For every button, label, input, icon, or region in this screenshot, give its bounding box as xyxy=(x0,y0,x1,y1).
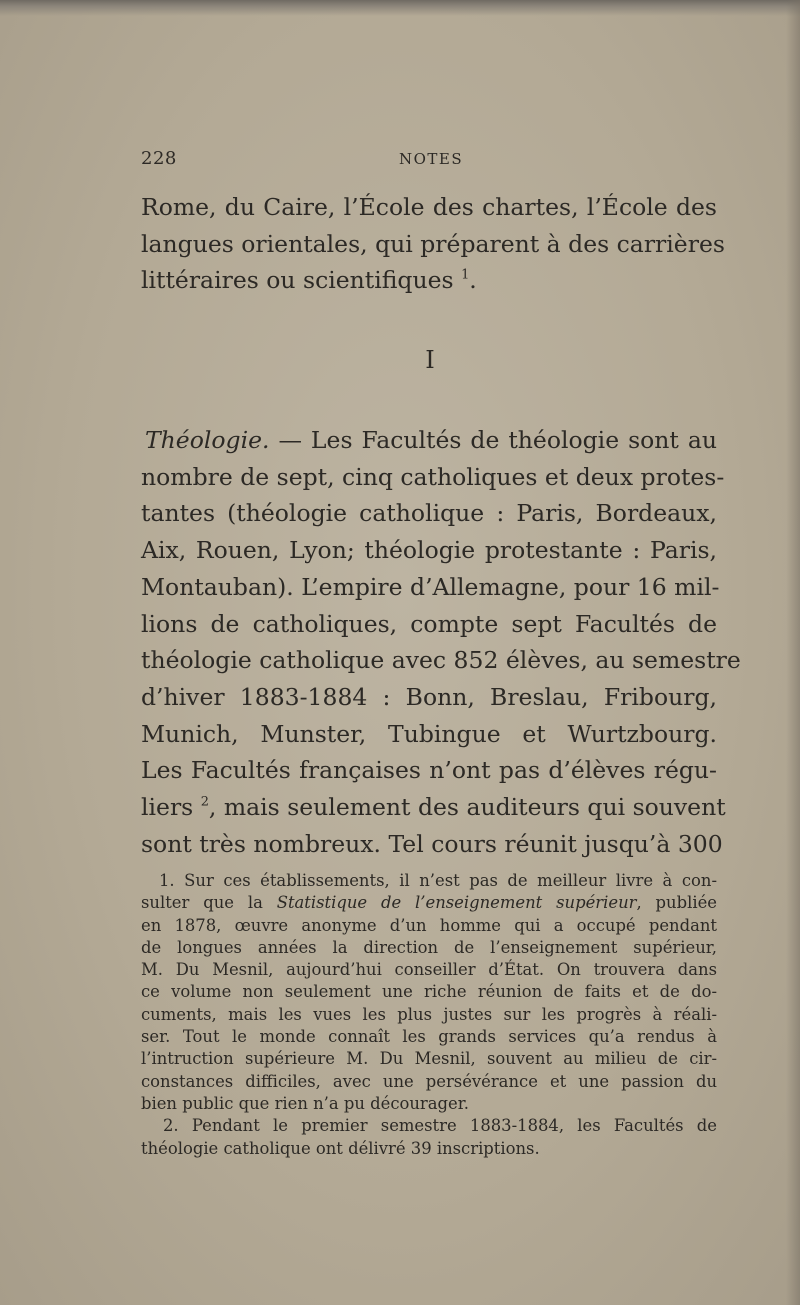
footnote-1-line: cuments, mais les vues les plus justes sur les progrès à réali- xyxy=(141,1004,717,1024)
intro-paragraph xyxy=(141,189,725,299)
text-line: Aix, Rouen, Lyon; théologie protestante : Paris, xyxy=(141,536,717,565)
footnote-1-line: ce volume non seulement une riche réunion de faits et de do- xyxy=(141,982,717,1002)
page-right-edge xyxy=(786,0,800,1305)
theology-paragraph xyxy=(141,422,741,862)
text-fragment: , mais seulement des auditeurs qui souvent xyxy=(208,793,726,822)
footnote-1-line xyxy=(141,870,717,892)
footnote-1-line: bien public que rien n’a pu décourager. xyxy=(141,1093,469,1113)
text-line: Rome, du Caire, l’École des chartes, l’École des xyxy=(141,193,717,221)
page-header xyxy=(141,148,715,174)
text-fragment: littéraires ou scientifiques xyxy=(141,266,454,295)
text-line xyxy=(141,789,726,826)
text-fragment: 1. Sur ces établissements, il n’est pas de meilleur livre à con- xyxy=(159,871,717,890)
text-fragment: sulter que la xyxy=(141,893,277,913)
section-numeral: I xyxy=(425,346,435,374)
text-line: langues orientales, qui préparent à des carrières xyxy=(141,229,725,258)
book-title: Statistique de l’enseignement supérieur xyxy=(276,893,637,913)
page-number: 228 xyxy=(141,148,177,169)
text-fragment: , publiée xyxy=(636,893,717,913)
text-line: Munich, Munster, Tubingue et Wurtzbourg. xyxy=(141,719,717,748)
text-line: sont très nombreux. Tel cours réunit jusqu’à 300 xyxy=(141,829,723,858)
text-line: lions de catholiques, compte sept Facultés de xyxy=(141,609,717,638)
footnote-2-line: 2. Pendant le premier semestre 1883-1884, les Facultés de xyxy=(163,1116,717,1136)
text-line: théologie catholique avec 852 élèves, au semestre xyxy=(141,646,741,675)
footnote-1-line: en 1878, œuvre anonyme d’un homme qui a occupé pendant xyxy=(141,915,717,935)
text-line: d’hiver 1883-1884 : Bonn, Breslau, Fribourg, xyxy=(141,682,717,711)
footnote-1-line: l’intruction supérieure M. Du Mesnil, souvent au milieu de cir- xyxy=(141,1049,717,1069)
text-line: Montauban). L’empire d’Allemagne, pour 16 mil- xyxy=(141,572,720,601)
footnote-1-line xyxy=(141,892,717,914)
text-line: nombre de sept, cinq catholiques et deux protes- xyxy=(141,462,725,491)
footnote-2-line: théologie catholique ont délivré 39 inscriptions. xyxy=(141,1138,540,1158)
footnotes xyxy=(141,870,717,1160)
section-heading: Théologie. xyxy=(145,426,270,454)
text-line: Les Facultés françaises n’ont pas d’élèves régu- xyxy=(141,756,717,785)
footnote-1-line: M. Du Mesnil, aujourd’hui conseiller d’État. On trouvera dans xyxy=(141,960,717,980)
footnote-ref: 1 xyxy=(461,267,470,283)
footnote-ref: 2 xyxy=(200,794,209,810)
text-line: tantes (théologie catholique : Paris, Bordeaux, xyxy=(141,499,717,528)
text-fragment: . xyxy=(469,266,477,295)
text-line xyxy=(141,262,717,299)
running-head: NOTES xyxy=(399,150,464,168)
page-top-edge xyxy=(0,0,800,16)
footnote-1-line: constances difficiles, avec une persévérance et une passion du xyxy=(141,1071,717,1091)
footnote-1-line: de longues années la direction de l’enseignement supérieur, xyxy=(141,937,717,957)
text-line xyxy=(141,422,717,459)
text-fragment: — Les Facultés de théologie sont au xyxy=(269,426,717,454)
text-fragment: liers xyxy=(141,793,201,822)
footnote-1-line: ser. Tout le monde connaît les grands services qu’a rendus à xyxy=(141,1027,717,1047)
